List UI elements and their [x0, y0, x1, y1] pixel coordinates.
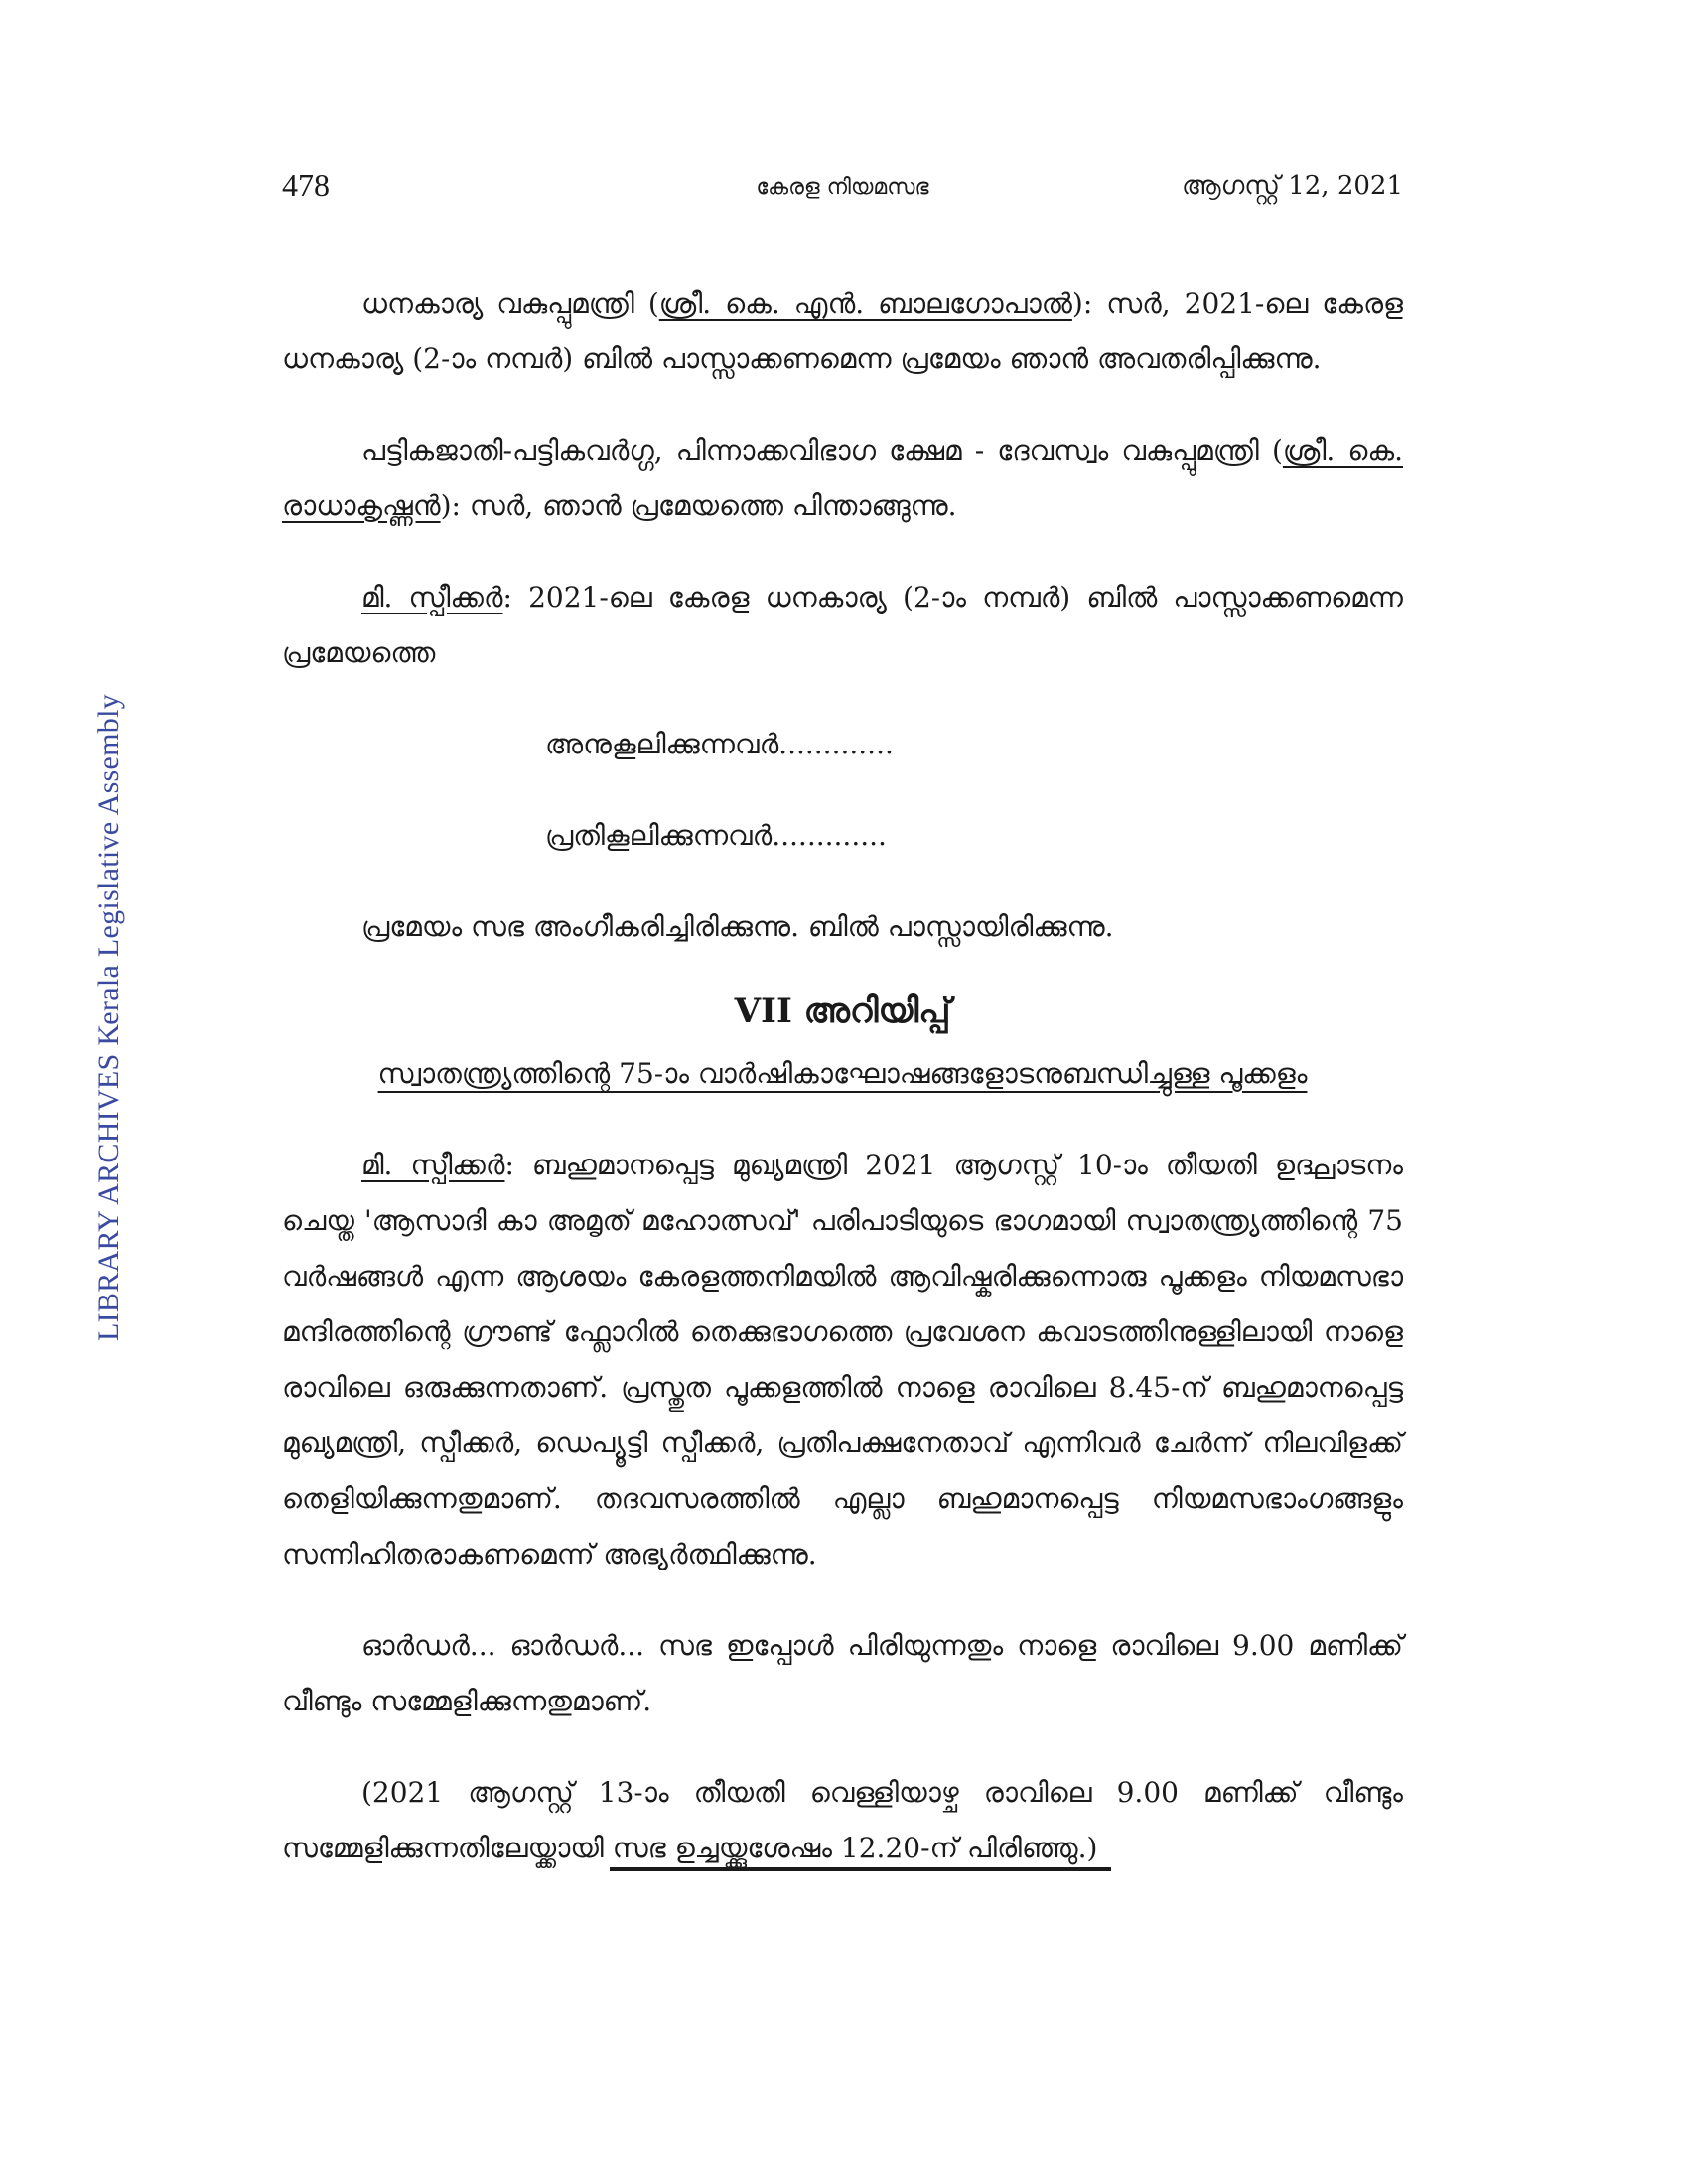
vote-in-favour: അനുകൂലിക്കുന്നവർ............. — [545, 728, 894, 760]
page-body — [282, 276, 1403, 1876]
section-subheading: സ്വാതന്ത്ര്യത്തിന്റെ 75-ാം വാർഷികാഘോഷങ്ങളോടനുബന്ധിച്ചുള്ള പൂക്കളം — [377, 1057, 1308, 1090]
paragraph-adjournment-note: (2021 ആഗസ്റ്റ് 13-ാം തീയതി വെള്ളിയാഴ്ച രാവിലെ 9.00 മണിക്ക് വീണ്ടും സമ്മേളിക്കുന്നതിലേയ്ക്കായി സഭ ഉച്ചയ്ക്കുശേഷം 12.20-ന് പിരിഞ്ഞു.) — [282, 1776, 1403, 1864]
page-header — [282, 167, 1403, 206]
speaker-role: ധനകാര്യ വകുപ്പുമന്ത്രി ( — [361, 287, 659, 320]
publication-title: കേരള നിയമസഭ — [756, 175, 929, 200]
paragraph-text: : ബഹുമാനപ്പെട്ട മുഖ്യമന്ത്രി 2021 ആഗസ്റ്റ് 10-ാം തീയതി ഉദ്ഘാടനം ചെയ്ത 'ആസാദി കാ അമൃത് മഹോത്സവ്' പരിപാടിയുടെ ഭാഗമായി സ്വാതന്ത്ര്യത്തിന്റെ 75 വർഷങ്ങൾ എന്ന ആശയം കേരളത്തനിമയിൽ ആവിഷ്കരിക്കുന്നൊരു പൂക്കളം നിയമസഭാ മന്ദിരത്തിന്റെ ഗ്രൗണ്ട് ഫ്ലോറിൽ തെക്കുഭാഗത്തെ പ്രവേശന കവാടത്തിനുള്ളിലായി നാളെ രാവിലെ ഒരുക്കുന്നതാണ്. പ്രസ്തുത പൂക്കളത്തിൽ നാളെ രാവിലെ 8.45-ന് ബഹുമാനപ്പെട്ട മുഖ്യമന്ത്രി, സ്പീക്കർ, ഡെപ്യൂട്ടി സ്പീക്കർ, പ്രതിപക്ഷനേതാവ് എന്നിവർ ചേർന്ന് നിലവിളക്ക് തെളിയിക്കുന്നതുമാണ്. തദവസരത്തിൽ എല്ലാ ബഹുമാനപ്പെട്ട നിയമസഭാംഗങ്ങളും സന്നിഹിതരാകണമെന്ന് അഭ്യർത്ഥിക്കുന്നു. — [282, 1149, 1403, 1570]
speaker-name: ശ്രീ. കെ. എൻ. ബാലഗോപാൽ — [658, 287, 1072, 320]
speaker-role: പട്ടികജാതി-പട്ടികവർഗ്ഗ, പിന്നാക്കവിഭാഗ ക്ഷേമ - ദേവസ്വം വകുപ്പുമന്ത്രി ( — [361, 434, 1283, 467]
speaker-name: ശ്രീ. കെ. രാധാകൃഷ്ണൻ — [282, 434, 1404, 522]
paragraph-text: : 2021-ലെ കേരള ധനകാര്യ (2-ാം നമ്പർ) ബിൽ പാസ്സാക്കണമെന്ന പ്രമേയത്തെ — [282, 581, 1403, 669]
archive-watermark: LIBRARY ARCHIVES Kerala Legislative Assembly — [92, 693, 125, 1342]
paragraph-speaker-motion — [282, 570, 1403, 681]
paragraph-adjournment: ഓർഡർ... ഓർഡർ... സഭ ഇപ്പോൾ പിരിയുന്നതും നാളെ രാവിലെ 9.00 മണിക്ക് വീണ്ടും സമ്മേളിക്കുന്നതുമാണ്. — [282, 1629, 1403, 1717]
motion-result: പ്രമേയം സഭ അംഗീകരിച്ചിരിക്കുന്നു. ബിൽ പാസ്സായിരിക്കുന്നു. — [361, 910, 1114, 943]
section-heading: VII അറിയിപ്പ് — [734, 991, 951, 1030]
page-number: 478 — [282, 167, 330, 203]
end-rule — [610, 1867, 1111, 1871]
vote-against: പ്രതികൂലിക്കുന്നവർ............. — [545, 819, 887, 852]
paragraph-text: ): സർ, ഞാൻ പ്രമേയത്തെ പിന്താങ്ങുന്നു. — [440, 489, 957, 522]
paragraph-announcement — [282, 1138, 1403, 1582]
paragraph-devaswom-minister — [282, 423, 1403, 534]
paragraph-finance-minister — [282, 276, 1403, 387]
paragraph-text: ): സർ, 2021-ലെ കേരള ധനകാര്യ (2-ാം നമ്പർ) ബിൽ പാസ്സാക്കണമെന്ന പ്രമേയം ഞാൻ അവതരിപ്പിക്കുന്നു. — [282, 287, 1404, 375]
speaker-name: മി. സ്പീക്കർ — [361, 581, 503, 614]
speaker-name: മി. സ്പീക്കർ — [361, 1149, 505, 1181]
session-date: ആഗസ്റ്റ് 12, 2021 — [1182, 171, 1403, 201]
